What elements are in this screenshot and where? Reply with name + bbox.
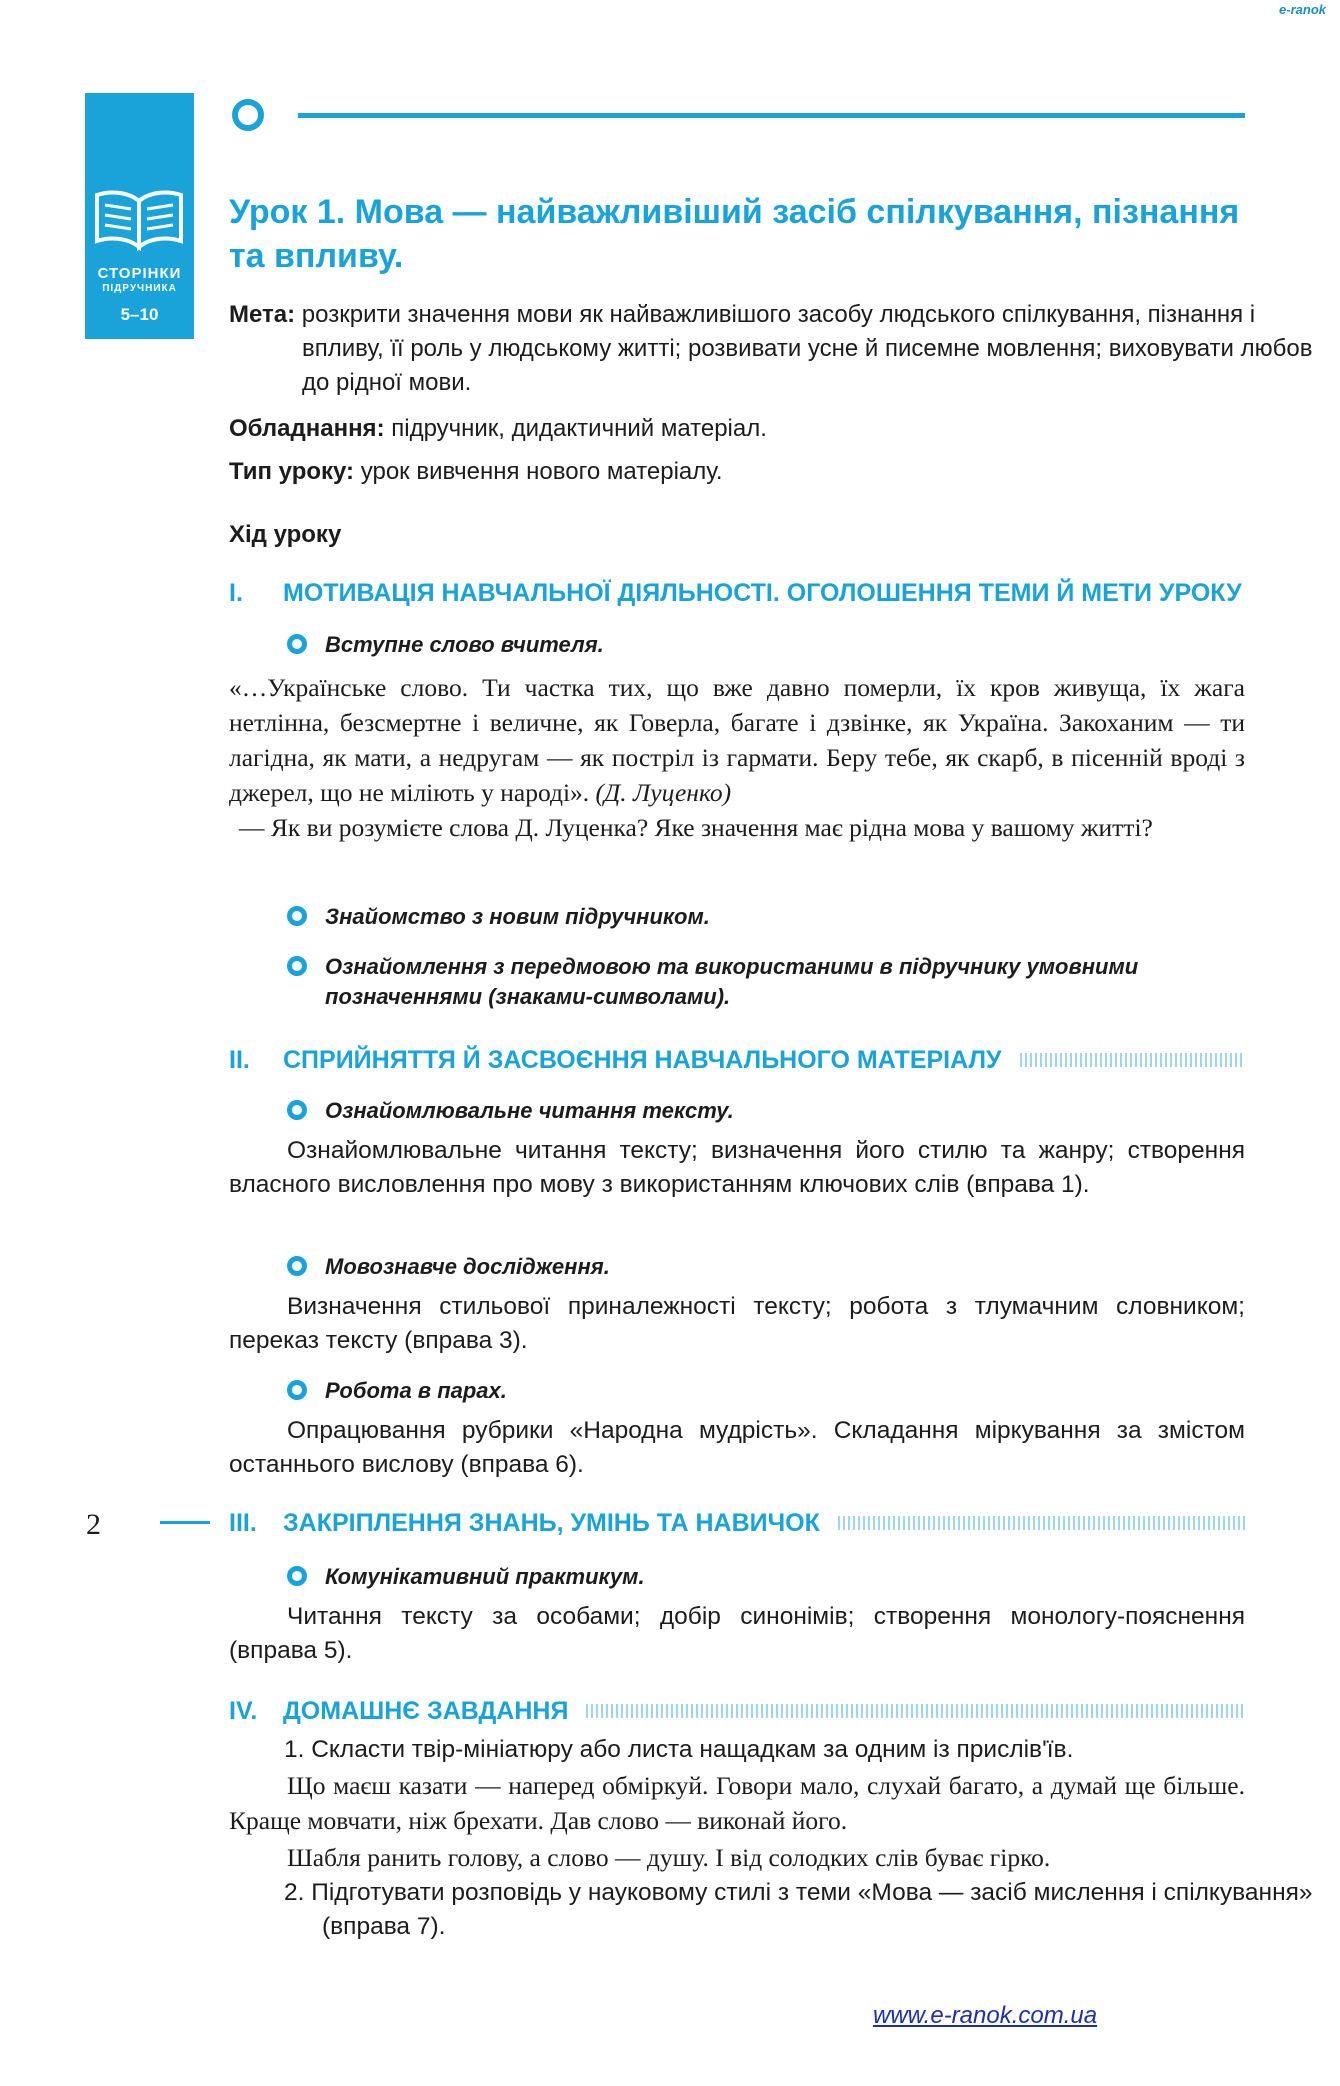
lesson-type-text: урок вивчення нового матеріалу. — [360, 458, 723, 485]
quote-paragraph — [229, 670, 1245, 810]
page-number: 2 — [86, 1508, 101, 1541]
question-paragraph: — Як ви розумієте слова Д. Луценка? Яке значення має рідна мова у вашому житті? — [239, 813, 1153, 842]
section-3-number: III. — [229, 1508, 257, 1537]
section-1-heading — [229, 576, 1245, 610]
section-4-title: ДОМАШНЄ ЗАВДАННЯ — [283, 1696, 569, 1725]
bullet-ring-icon — [287, 634, 307, 654]
badge-label-pages: СТОРІНКИ — [97, 265, 182, 282]
bullet-ring-icon — [287, 906, 307, 926]
section-2-heading — [229, 1043, 1245, 1077]
section-2-number: II. — [229, 1045, 250, 1074]
lesson-title: Урок 1. Мова — найважливіший засіб спілкування, пізнання та впливу. — [229, 193, 1240, 275]
course-heading: Хід уроку — [229, 521, 342, 548]
quote-text: «…Українське слово. Ти частка тих, що вже давно померли, їх кров живуща, їх жага нетлінна, безсмертне і величне, як Говерла, багате і дзвінке, як Україна. Закоханим — ти лагідна, як мати, а недругам — як постріл із гармати. Беру тебе, як скарб, в пісенній вроді з джерел, що не міліють у народі». — [229, 673, 1245, 807]
homework-item-1: 1. Скласти твір-мініатюру або листа нащадкам за одним із прислів'їв. — [284, 1736, 1074, 1763]
section-4-dotted-rule — [586, 1704, 1245, 1718]
section-2-title: СПРИЙНЯТТЯ Й ЗАСВОЄННЯ НАВЧАЛЬНОГО МАТЕРІАЛУ — [283, 1045, 1002, 1074]
bullet-ring-icon — [287, 956, 307, 976]
section-1-sub-2: Знайомство з новим підручником. — [287, 902, 1285, 932]
equipment-label: Обладнання: — [229, 415, 385, 442]
section-4-number: IV. — [229, 1696, 258, 1725]
goal-label: Мета: — [229, 301, 296, 328]
equipment-block — [229, 412, 1245, 446]
badge-page-range: 5–10 — [120, 305, 159, 324]
page-number-rule — [160, 1521, 210, 1524]
quote-author: (Д. Луценко) — [595, 778, 732, 807]
section-2-sub-1: Ознайомлювальне читання тексту. — [287, 1096, 1285, 1126]
badge-label-textbook: ПІДРУЧНИКА — [102, 283, 177, 294]
header-rule — [298, 113, 1245, 118]
bullet-ring-icon — [287, 1256, 307, 1276]
bullet-ring-icon — [287, 1566, 307, 1586]
section-2-sub-2: Мовознавче дослідження. — [287, 1252, 1285, 1282]
section-4-heading — [229, 1694, 1245, 1728]
proverbs-paragraph-1: Що маєш казати — наперед обміркуй. Говори мало, слухай багато, а думай ще більше. Краще мовчати, ніж брехати. Дав слово — виконай його. — [229, 1771, 1245, 1835]
lesson-type-label: Тип уроку: — [229, 458, 355, 485]
section-1-sub-1: Вступне слово вчителя. — [287, 630, 1285, 660]
section-2-text-3: Опрацювання рубрики «Народна мудрість». Складання міркування за змістом останнього вислову (вправа 6). — [229, 1417, 1245, 1478]
section-3-heading — [229, 1506, 1245, 1540]
section-1-sub-3: Ознайомлення з передмовою та використаними в підручнику умовними позначеннями (знаками-символами). — [287, 952, 1285, 1012]
section-3-dotted-rule — [838, 1516, 1245, 1530]
publisher-logo: e-ranok — [1279, 2, 1326, 17]
section-3-sub-1: Комунікативний практикум. — [287, 1562, 1285, 1592]
section-1-title: МОТИВАЦІЯ НАВЧАЛЬНОЇ ДІЯЛЬНОСТІ. ОГОЛОШЕННЯ ТЕМИ Й МЕТИ УРОКУ — [283, 578, 1242, 607]
section-2-text-1: Ознайомлювальне читання тексту; визначення його стилю та жанру; створення власного висловлення про мову з використанням ключових слів (вправа 1). — [229, 1137, 1245, 1198]
section-2-dotted-rule — [1020, 1053, 1245, 1067]
equipment-text: підручник, дидактичний матеріал. — [391, 415, 767, 442]
section-2-text-2: Визначення стильової приналежності тексту; робота з тлумачним словником; переказ тексту (вправа 3). — [229, 1293, 1245, 1354]
section-3-title: ЗАКРІПЛЕННЯ ЗНАНЬ, УМІНЬ ТА НАВИЧОК — [283, 1508, 820, 1537]
bullet-ring-icon — [287, 1100, 307, 1120]
open-book-icon — [91, 189, 188, 253]
homework-item-2: 2. Підготувати розповідь у науковому стилі з теми «Мова — засіб мислення і спілкування» (вправа 7). — [284, 1879, 1313, 1940]
bullet-ring-icon — [287, 1380, 307, 1400]
goal-block — [229, 298, 1318, 400]
header-ring-icon — [232, 99, 264, 131]
goal-text: розкрити значення мови як найважливішого засобу людського спілкування, пізнання і впливу, її роль у людському житті; розвивати усне й писемне мовлення; виховувати любов до рідної мови. — [301, 301, 1313, 396]
proverbs-paragraph-2: Шабля ранить голову, а слово — душу. І від солодких слів буває гірко. — [287, 1843, 1051, 1872]
footer-link[interactable]: www.e-ranok.com.ua — [873, 2002, 1098, 2029]
textbook-pages-badge — [85, 93, 194, 339]
section-3-text-1: Читання тексту за особами; добір синонімів; створення монологу-пояснення (вправа 5). — [229, 1603, 1245, 1664]
lesson-type-block — [229, 455, 1245, 489]
section-2-sub-3: Робота в парах. — [287, 1376, 1285, 1406]
section-1-number: I. — [229, 578, 243, 607]
